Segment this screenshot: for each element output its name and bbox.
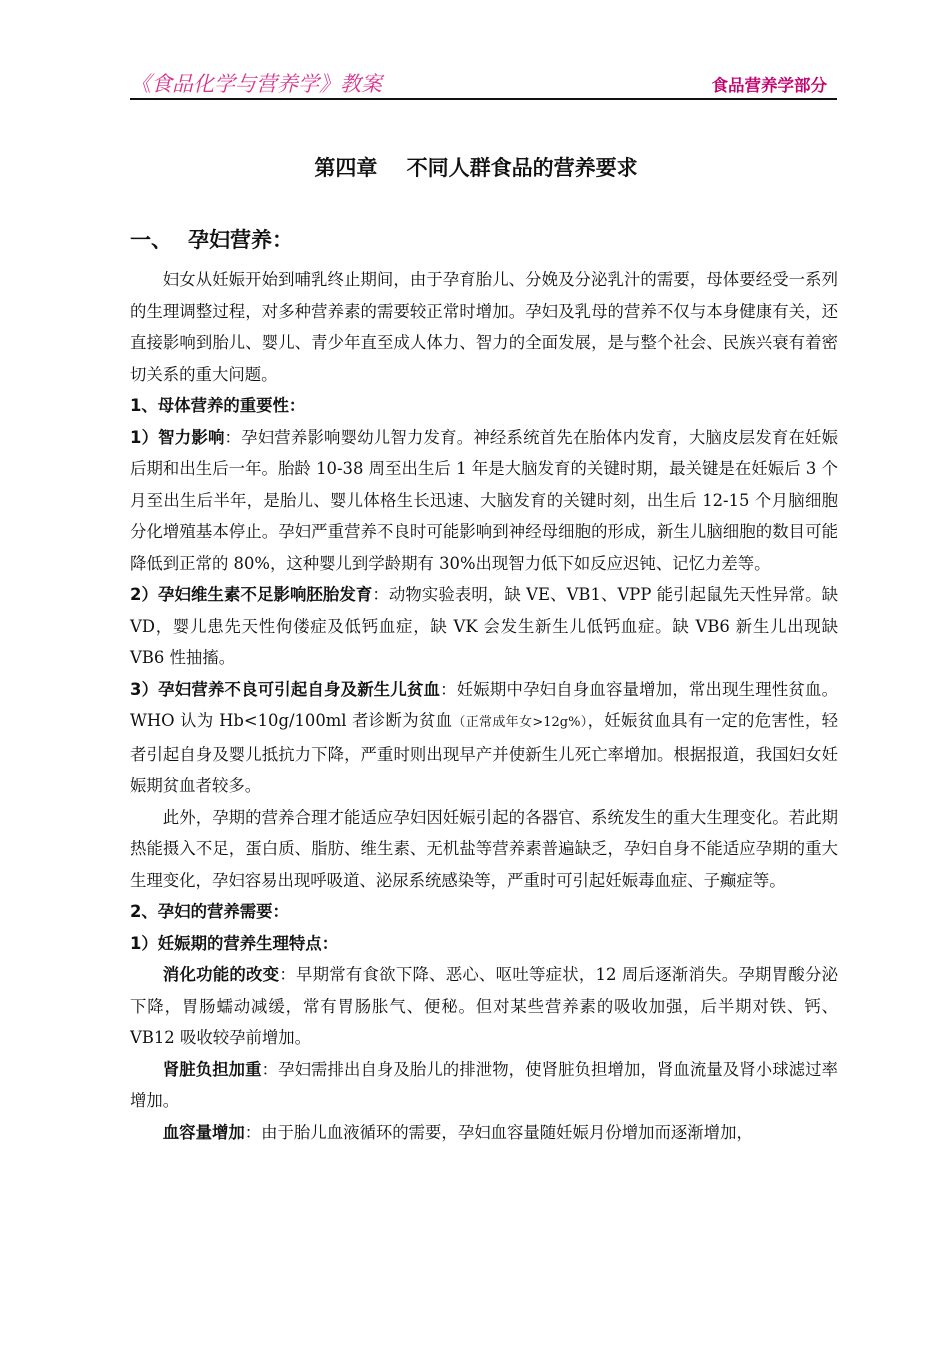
paragraph-text: ，妊娠贫血具有一定的危害性，轻者引起自身及婴儿抵抗力下降，严重时则出现早产并使新生儿死亡率增加。根据报道，我国妇女妊娠期贫血者较多。: [130, 711, 839, 795]
section-number: 一、: [130, 228, 172, 252]
paragraph-label: 1）智力影响: [130, 427, 225, 447]
subheading-needs: 2、孕妇的营养需要：: [130, 902, 289, 921]
header-section-label: 食品营养学部分: [711, 76, 827, 95]
section-title: 孕妇营养：: [188, 228, 293, 252]
paragraph-label: 消化功能的改变: [162, 965, 280, 984]
paragraph-text: ：孕妇需排出自身及胎儿的排泄物，使肾脏负担增加，肾血流量及肾小球滤过率增加。: [130, 1059, 839, 1110]
paragraph-label: 3）孕妇营养不良可引起自身及新生儿贫血: [130, 679, 441, 699]
paragraph-label: 2）孕妇维生素不足影响胚胎发育: [130, 585, 373, 604]
header-course-title: 《食品化学与营养学》教案: [130, 72, 382, 96]
paragraph-note: （正常成年女>12g%）: [452, 715, 588, 730]
paragraph-blood-volume: [130, 1117, 838, 1149]
paragraph-text: ：早期常有食欲下降、恶心、呕吐等症状，12 周后逐渐消失。孕期胃酸分泌下降，胃肠蠕动减缓，常有胃肠胀气、便秘。但对某些营养素的吸收加强，后半期对铁、钙、VB12 吸收较孕前增加。: [130, 965, 838, 1047]
chapter-title: 第四章 不同人群食品的营养要求: [314, 156, 638, 180]
paragraph-text: ：由于胎儿血液循环的需要，孕妇血容量随妊娠月份增加而逐渐增加，: [244, 1122, 753, 1142]
paragraph-label: 肾脏负担加重: [162, 1059, 262, 1079]
document-body: [130, 264, 838, 1148]
paragraph-vitamins: [130, 579, 838, 674]
subheading-importance: 1、母体营养的重要性：: [130, 396, 306, 415]
paragraph-intelligence: [130, 422, 838, 580]
paragraph-text: ：孕妇营养影响婴幼儿智力发育。神经系统首先在胎体内发育，大脑皮层发育在妊娠后期和出生后一年。胎龄 10-38 周至出生后 1 年是大脑发育的关键时期，最关键是在妊娠后 3 个月至出生后半年，是胎儿、婴儿体格生长迅速、大脑发育的关键时刻，出生后 12-15 个月脑细胞分化增殖基本停止。孕妇严重营养不良时可能影响到神经母细胞的形成，新生儿脑细胞的数目可能降低到正常的 80%，这种婴儿到学龄期有 30%出现智力低下如反应迟钝、记忆力差等。: [130, 427, 838, 573]
paragraph-digestion: [130, 959, 838, 1054]
section-heading: [130, 224, 293, 254]
subheading-physiology: 1）妊娠期的营养生理特点：: [130, 933, 339, 953]
page-header: [130, 66, 837, 100]
intro-paragraph: 妇女从妊娠开始到哺乳终止期间，由于孕育胎儿、分娩及分泌乳汁的需要，母体要经受一系列的生理调整过程，对多种营养素的需要较正常时增加。孕妇及乳母的营养不仅与本身健康有关，还直接影响到胎儿、婴儿、青少年直至成人体力、智力的全面发展，是与整个社会、民族兴衰有着密切关系的重大问题。: [130, 270, 838, 384]
paragraph-label: 血容量增加: [162, 1122, 245, 1142]
paragraph-text: ：动物实验表明，缺 VE、VB1、VPP 能引起鼠先天性异常。缺 VD，婴儿患先天性佝偻症及低钙血症，缺 VK 会发生新生儿低钙血症。缺 VB6 新生儿出现缺 VB6 性抽搐。: [130, 585, 838, 667]
paragraph-kidney: [130, 1054, 838, 1117]
paragraph-text: ：妊娠期中孕妇自身血容量增加，常出现生理性贫血。WHO 认为 Hb<10g/100ml 者诊断为贫血: [130, 679, 838, 730]
paragraph-additional: 此外，孕期的营养合理才能适应孕妇因妊娠引起的各器官、系统发生的重大生理变化。若此期热能摄入不足，蛋白质、脂肪、维生素、无机盐等营养素普遍缺乏，孕妇自身不能适应孕期的重大生理变化，孕妇容易出现呼吸道、泌尿系统感染等，严重时可引起妊娠毒血症、子癫症等。: [130, 807, 838, 890]
paragraph-anemia: [130, 674, 838, 802]
